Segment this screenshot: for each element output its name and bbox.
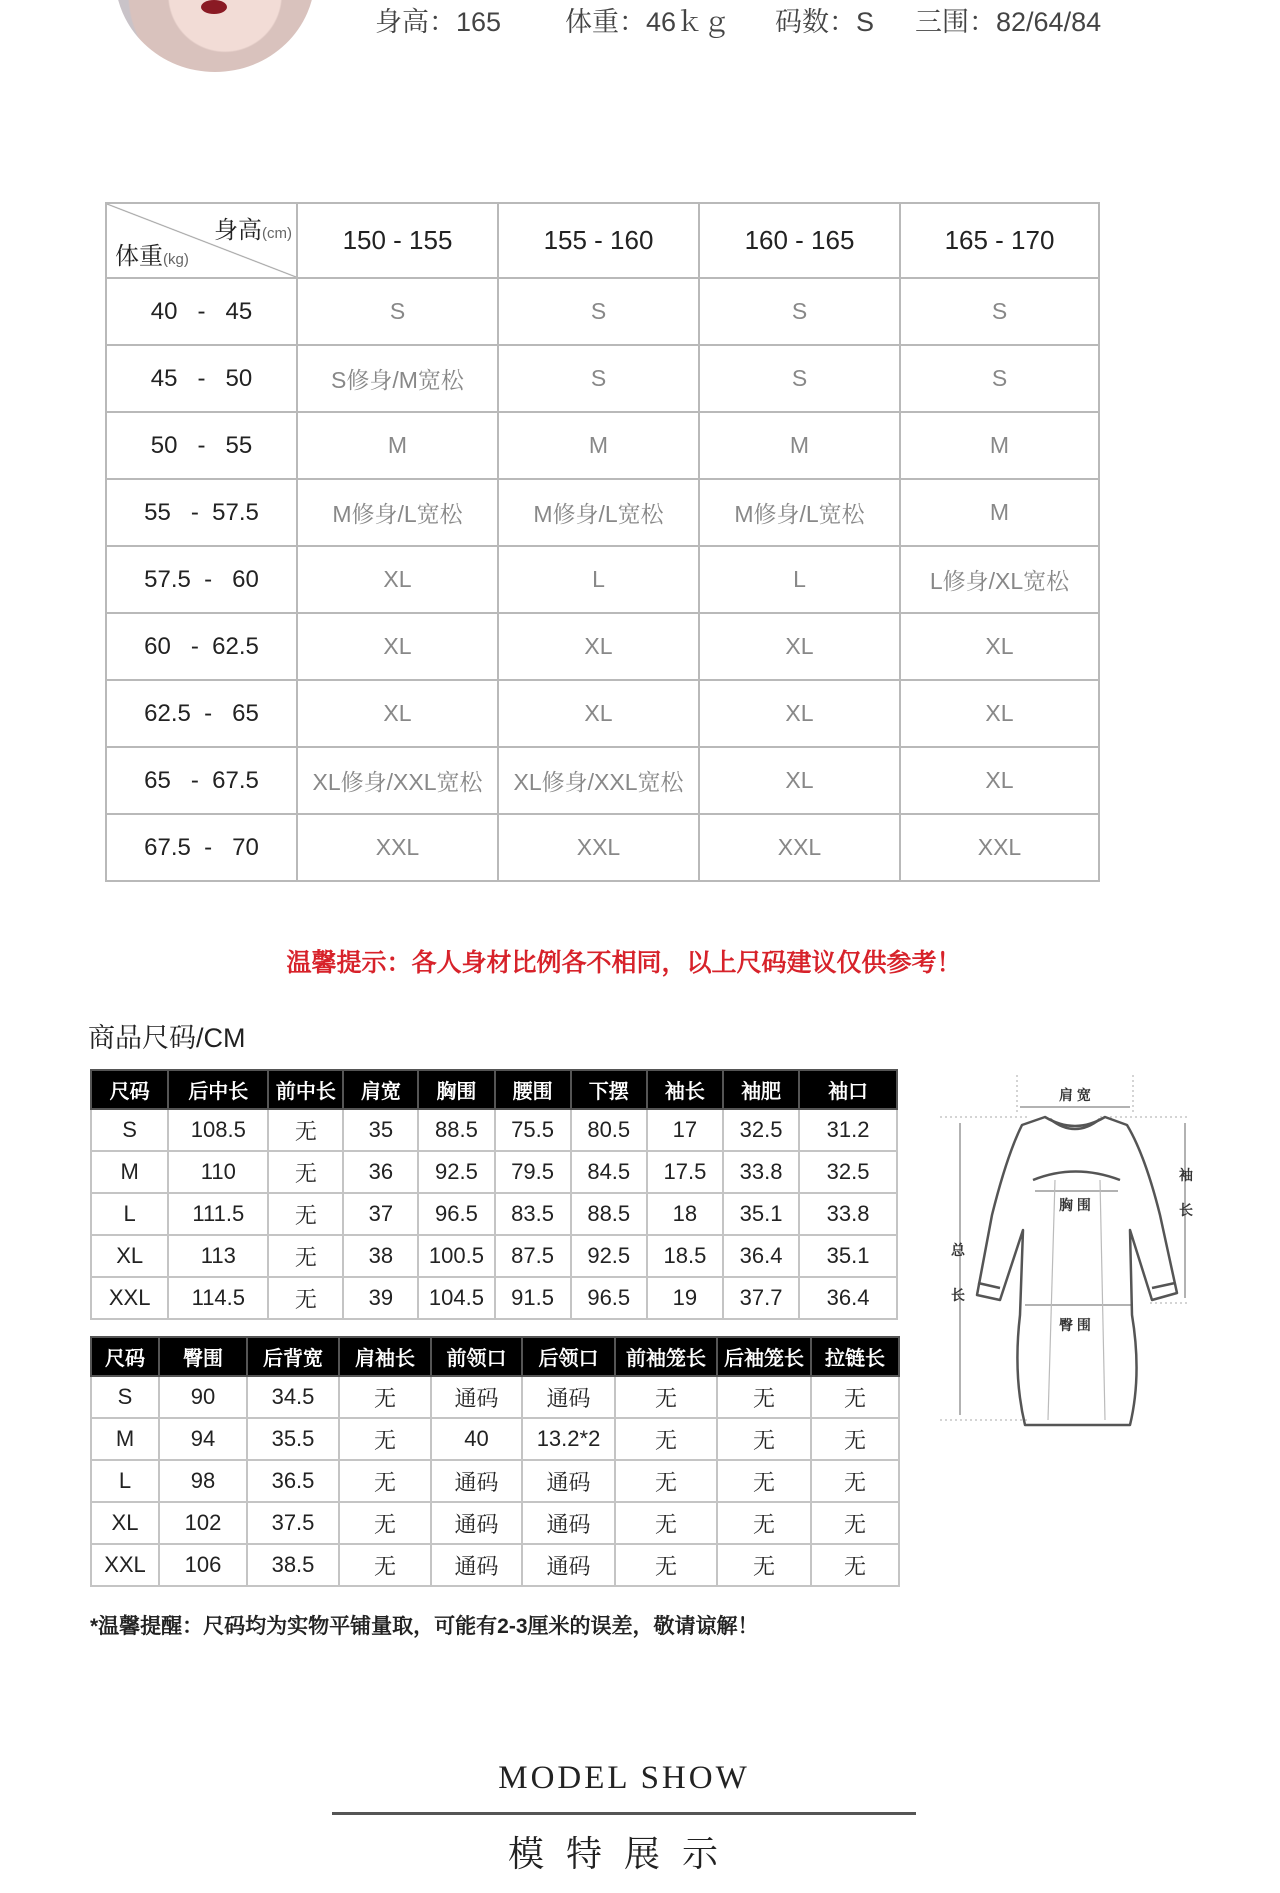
diagram-label-shoulder: 肩 宽: [1059, 1087, 1091, 1103]
height-range-header: 165 - 170: [900, 203, 1099, 278]
measurement-cell: 31.2: [799, 1109, 897, 1151]
table-header-row: [106, 203, 1099, 278]
measurement-cell: 无: [717, 1376, 811, 1418]
weight-range-cell: 45 - 50: [106, 345, 297, 412]
size-cell: M修身/L宽松: [699, 479, 900, 546]
size-cell: XXL: [900, 814, 1099, 881]
measurement-cell: 通码: [522, 1376, 615, 1418]
measurement-cell: 113: [168, 1235, 268, 1277]
measurement-cell: 无: [811, 1418, 899, 1460]
diagram-label-sleeve-2: 长: [1179, 1202, 1193, 1218]
diagram-label-total-length-2: 长: [951, 1287, 965, 1303]
weight-range-cell: 62.5 - 65: [106, 680, 297, 747]
table-row: [106, 814, 1099, 881]
measurement-cell: 无: [268, 1277, 343, 1319]
size-cell: XL: [900, 680, 1099, 747]
measurement-cell: 17: [647, 1109, 723, 1151]
size-cell: M: [900, 412, 1099, 479]
weight-range-cell: 40 - 45: [106, 278, 297, 345]
measurement-cell: 无: [339, 1376, 431, 1418]
size-label-cell: L: [91, 1460, 159, 1502]
column-header: 后背宽: [247, 1337, 339, 1376]
measurement-cell: 35.1: [723, 1193, 799, 1235]
column-header: 肩宽: [343, 1070, 418, 1109]
column-header: 袖肥: [723, 1070, 799, 1109]
column-header: 后中长: [168, 1070, 268, 1109]
size-cell: XXL: [498, 814, 699, 881]
size-cell: S: [498, 345, 699, 412]
measurement-cell: 无: [615, 1376, 717, 1418]
size-cell: L: [498, 546, 699, 613]
measurement-cell: 38: [343, 1235, 418, 1277]
measurement-cell: 无: [339, 1460, 431, 1502]
measurement-cell: 19: [647, 1277, 723, 1319]
size-cell: S修身/M宽松: [297, 345, 498, 412]
table-row: [106, 412, 1099, 479]
measurement-cell: 通码: [522, 1460, 615, 1502]
model-stats: [375, 0, 1101, 39]
size-advice-notice: 温馨提示：各人身材比例各不相同，以上尺码建议仅供参考！: [286, 948, 962, 977]
table-row: [91, 1544, 899, 1586]
measurement-cell: 110: [168, 1151, 268, 1193]
table-row: [106, 278, 1099, 345]
size-cell: S: [699, 345, 900, 412]
measurement-cell: 96.5: [418, 1193, 494, 1235]
column-header: 拉链长: [811, 1337, 899, 1376]
measurement-cell: 通码: [522, 1502, 615, 1544]
size-cell: M: [297, 412, 498, 479]
table-row: [91, 1418, 899, 1460]
height-range-header: 155 - 160: [498, 203, 699, 278]
table-row: [91, 1502, 899, 1544]
measurement-cell: 无: [717, 1544, 811, 1586]
size-label-cell: S: [91, 1109, 168, 1151]
measurement-cell: 35.1: [799, 1235, 897, 1277]
size-label-cell: XXL: [91, 1277, 168, 1319]
size-cell: L: [699, 546, 900, 613]
size-cell: M修身/L宽松: [498, 479, 699, 546]
measurement-cell: 无: [339, 1544, 431, 1586]
measurement-cell: 18: [647, 1193, 723, 1235]
spec-title: 商品尺码/CM: [88, 1023, 246, 1053]
size-label-cell: XXL: [91, 1544, 159, 1586]
measurement-cell: 108.5: [168, 1109, 268, 1151]
measurement-cell: 34.5: [247, 1376, 339, 1418]
measurement-cell: 通码: [431, 1376, 522, 1418]
table-header-row: [91, 1337, 899, 1376]
column-header: 腰围: [495, 1070, 571, 1109]
measurement-cell: 通码: [431, 1544, 522, 1586]
measurement-cell: 通码: [431, 1502, 522, 1544]
weight-unit: (kg): [163, 251, 189, 268]
size-cell: S: [900, 278, 1099, 345]
measurement-cell: 36.5: [247, 1460, 339, 1502]
diagram-label-sleeve-1: 袖: [1179, 1167, 1193, 1183]
garment-measurements-table-2: [90, 1336, 900, 1587]
measurement-cell: 92.5: [418, 1151, 494, 1193]
table-row: [106, 345, 1099, 412]
dress-measurement-diagram: [920, 1055, 1195, 1430]
measurement-cell: 无: [268, 1109, 343, 1151]
size-cell: XL: [498, 680, 699, 747]
model-show-heading: MODEL SHOW: [498, 1760, 750, 1796]
measurement-cell: 40: [431, 1418, 522, 1460]
size-cell: XXL: [699, 814, 900, 881]
size-cell: M: [900, 479, 1099, 546]
weight-axis-label: [115, 236, 189, 271]
height-range-header: 160 - 165: [699, 203, 900, 278]
size-cell: S: [297, 278, 498, 345]
measurement-cell: 36.4: [723, 1235, 799, 1277]
diagram-label-total-length-1: 总: [951, 1242, 965, 1258]
divider: [332, 1812, 916, 1815]
measurement-cell: 39: [343, 1277, 418, 1319]
size-cell: M: [498, 412, 699, 479]
height-axis-label: [214, 210, 292, 245]
size-cell: S: [498, 278, 699, 345]
column-header: 下摆: [571, 1070, 647, 1109]
table-row: [106, 546, 1099, 613]
measurement-cell: 80.5: [571, 1109, 647, 1151]
column-header: 胸围: [418, 1070, 494, 1109]
table-row: [91, 1193, 897, 1235]
size-cell: XL: [297, 613, 498, 680]
measurement-cell: 无: [811, 1376, 899, 1418]
size-cell: L修身/XL宽松: [900, 546, 1099, 613]
column-header: 尺码: [91, 1337, 159, 1376]
measurement-cell: 32.5: [723, 1109, 799, 1151]
column-header: 前袖笼长: [615, 1337, 717, 1376]
column-header: 臀围: [159, 1337, 247, 1376]
measurement-cell: 无: [615, 1502, 717, 1544]
measurement-cell: 83.5: [495, 1193, 571, 1235]
column-header: 前领口: [431, 1337, 522, 1376]
measurement-cell: 37.7: [723, 1277, 799, 1319]
measurement-cell: 无: [615, 1544, 717, 1586]
measurement-cell: 无: [811, 1460, 899, 1502]
diagram-label-chest: 胸 围: [1059, 1197, 1091, 1213]
corner-header-cell: [106, 203, 297, 278]
measurement-cell: 32.5: [799, 1151, 897, 1193]
garment-measurements-table-1: [90, 1069, 898, 1320]
measurement-cell: 102: [159, 1502, 247, 1544]
size-label-cell: XL: [91, 1502, 159, 1544]
measurement-cell: 114.5: [168, 1277, 268, 1319]
model-weight: 体重：46ｋｇ: [565, 7, 731, 37]
measurement-cell: 无: [717, 1460, 811, 1502]
measurement-cell: 通码: [522, 1544, 615, 1586]
measurement-cell: 17.5: [647, 1151, 723, 1193]
measurement-cell: 37.5: [247, 1502, 339, 1544]
table-header-row: [91, 1070, 897, 1109]
measurement-cell: 37: [343, 1193, 418, 1235]
weight-range-cell: 60 - 62.5: [106, 613, 297, 680]
column-header: 后袖笼长: [717, 1337, 811, 1376]
column-header: 肩袖长: [339, 1337, 431, 1376]
measurement-cell: 91.5: [495, 1277, 571, 1319]
measurement-cell: 无: [339, 1418, 431, 1460]
measurement-cell: 35.5: [247, 1418, 339, 1460]
measurement-cell: 98: [159, 1460, 247, 1502]
size-cell: XL: [699, 747, 900, 814]
size-cell: XL: [498, 613, 699, 680]
measurement-cell: 79.5: [495, 1151, 571, 1193]
measurement-cell: 75.5: [495, 1109, 571, 1151]
measurement-cell: 无: [717, 1502, 811, 1544]
measurement-cell: 96.5: [571, 1277, 647, 1319]
measurement-note: *温馨提醒：尺码均为实物平铺量取，可能有2-3厘米的误差，敬请谅解！: [90, 1615, 759, 1638]
measurement-cell: 92.5: [571, 1235, 647, 1277]
size-cell: XL: [297, 546, 498, 613]
column-header: 尺码: [91, 1070, 168, 1109]
size-label-cell: M: [91, 1418, 159, 1460]
size-cell: XL: [699, 613, 900, 680]
measurement-cell: 88.5: [571, 1193, 647, 1235]
measurement-cell: 无: [811, 1544, 899, 1586]
size-label-cell: S: [91, 1376, 159, 1418]
table-row: [106, 479, 1099, 546]
size-cell: XL: [699, 680, 900, 747]
size-cell: XL修身/XXL宽松: [498, 747, 699, 814]
column-header: 袖长: [647, 1070, 723, 1109]
height-range-header: 150 - 155: [297, 203, 498, 278]
table-row: [91, 1109, 897, 1151]
weight-range-cell: 65 - 67.5: [106, 747, 297, 814]
measurement-cell: 无: [615, 1460, 717, 1502]
measurement-cell: 无: [615, 1418, 717, 1460]
model-measurements: 三围：82/64/84: [915, 7, 1102, 37]
size-cell: XL修身/XXL宽松: [297, 747, 498, 814]
table-row: [106, 680, 1099, 747]
measurement-cell: 111.5: [168, 1193, 268, 1235]
measurement-cell: 87.5: [495, 1235, 571, 1277]
table-row: [106, 613, 1099, 680]
size-label-cell: M: [91, 1151, 168, 1193]
model-height: 身高：165: [375, 7, 502, 37]
weight-label: 体重: [115, 243, 163, 270]
model-show-subheading: 模特展示: [507, 1833, 740, 1874]
measurement-cell: 无: [811, 1502, 899, 1544]
measurement-cell: 88.5: [418, 1109, 494, 1151]
measurement-cell: 36: [343, 1151, 418, 1193]
size-cell: M修身/L宽松: [297, 479, 498, 546]
measurement-cell: 104.5: [418, 1277, 494, 1319]
measurement-cell: 100.5: [418, 1235, 494, 1277]
table-row: [91, 1460, 899, 1502]
size-cell: XL: [297, 680, 498, 747]
size-cell: M: [699, 412, 900, 479]
size-cell: S: [699, 278, 900, 345]
size-recommendation-table: [105, 202, 1100, 882]
column-header: 前中长: [268, 1070, 343, 1109]
measurement-cell: 106: [159, 1544, 247, 1586]
table-row: [106, 747, 1099, 814]
size-cell: XL: [900, 747, 1099, 814]
column-header: 袖口: [799, 1070, 897, 1109]
measurement-cell: 33.8: [799, 1193, 897, 1235]
weight-range-cell: 55 - 57.5: [106, 479, 297, 546]
measurement-cell: 13.2*2: [522, 1418, 615, 1460]
measurement-cell: 无: [268, 1151, 343, 1193]
measurement-cell: 无: [268, 1235, 343, 1277]
table-row: [91, 1151, 897, 1193]
table-row: [91, 1277, 897, 1319]
weight-range-cell: 67.5 - 70: [106, 814, 297, 881]
weight-range-cell: 57.5 - 60: [106, 546, 297, 613]
measurement-cell: 无: [268, 1193, 343, 1235]
size-label-cell: XL: [91, 1235, 168, 1277]
measurement-cell: 35: [343, 1109, 418, 1151]
size-label-cell: L: [91, 1193, 168, 1235]
model-avatar: [115, 0, 315, 72]
height-label: 身高: [214, 217, 262, 244]
measurement-cell: 18.5: [647, 1235, 723, 1277]
measurement-cell: 84.5: [571, 1151, 647, 1193]
table-row: [91, 1376, 899, 1418]
measurement-cell: 38.5: [247, 1544, 339, 1586]
weight-range-cell: 50 - 55: [106, 412, 297, 479]
measurement-cell: 通码: [431, 1460, 522, 1502]
size-cell: XL: [900, 613, 1099, 680]
measurement-cell: 无: [717, 1418, 811, 1460]
table-row: [91, 1235, 897, 1277]
model-size: 码数：S: [775, 7, 875, 37]
measurement-cell: 无: [339, 1502, 431, 1544]
measurement-cell: 36.4: [799, 1277, 897, 1319]
size-cell: XXL: [297, 814, 498, 881]
measurement-cell: 94: [159, 1418, 247, 1460]
measurement-cell: 33.8: [723, 1151, 799, 1193]
measurement-cell: 90: [159, 1376, 247, 1418]
diagram-label-hip: 臀 围: [1059, 1317, 1091, 1333]
column-header: 后领口: [522, 1337, 615, 1376]
size-cell: S: [900, 345, 1099, 412]
height-unit: (cm): [262, 225, 292, 242]
